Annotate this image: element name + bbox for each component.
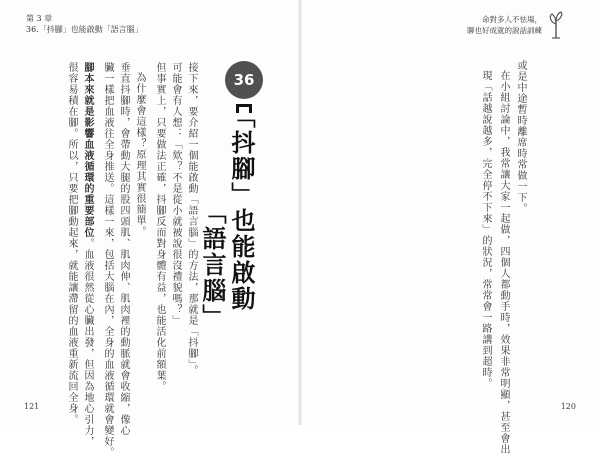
emphasis-phrase: 腳本來就是影響血液循環的重要部位 xyxy=(82,62,93,238)
left-paragraph-7 xyxy=(82,62,92,447)
left-paragraph-4: 為什麼會這樣？原理其實很簡單。 xyxy=(134,72,145,237)
book-title-line-2: 聊也好成就的說話訓練 xyxy=(467,26,542,35)
left-paragraph-8: 很容易積在腳。所以，只要把腳動起來，就能讓滯留的血液重新流回全身。 xyxy=(66,62,77,425)
section-title-line-2: 「語言腦」 xyxy=(198,200,226,330)
left-paragraph-7-rest: 。血液很然從心臟出發，但因為地心引力， xyxy=(82,238,93,447)
right-paragraph-3: 現「話越說越多，完全停不下來」的狀況，常常會一路講到超時。 xyxy=(480,70,491,389)
left-paragraph-2: 可能會有人想：「欸？不是從小就被說很沒禮貌嗎？」 xyxy=(170,62,181,326)
running-title: 36.「抖腳」也能啟動「語言腦」 xyxy=(26,25,143,34)
section-title-line-1: 「抖腳」也能啟動 xyxy=(227,104,255,312)
left-page-number: 121 xyxy=(24,402,40,411)
left-paragraph-6: 臟一樣把血液往全身推送。這樣一來，包括大腦在內，全身的血液循環就會變好。 xyxy=(102,62,113,458)
right-running-header xyxy=(467,14,542,36)
plant-logo-icon xyxy=(546,10,566,40)
right-paragraph-2: 在小組討論中，我常讓大家一起做，四個人都動手時，效果非常明顯，甚至會出 xyxy=(498,70,509,455)
book-title-line-1: 命對多人不怯場， xyxy=(482,15,542,24)
left-paragraph-3: 但事實上，只要做法正確，抖腳反而對身體有益，也能活化前額葉。 xyxy=(154,62,165,392)
section-number-badge: 36 xyxy=(225,61,263,99)
chapter-label: 第 3 章 xyxy=(26,14,53,23)
left-paragraph-1: 接下來，要介紹一個能啟動「語言腦」的方法，那就是「抖腳」。 xyxy=(186,62,197,376)
right-page-number: 120 xyxy=(560,402,576,411)
right-paragraph-1: 或是中途暫時離席時常做一下。 xyxy=(515,60,526,214)
left-running-header xyxy=(26,13,143,35)
page-gutter xyxy=(298,0,302,425)
left-paragraph-5: 垂直抖腳時，會帶動大腿的股四頭肌、肌肉伸、肌肉裡的動脈就會收縮，像心 xyxy=(118,62,129,436)
